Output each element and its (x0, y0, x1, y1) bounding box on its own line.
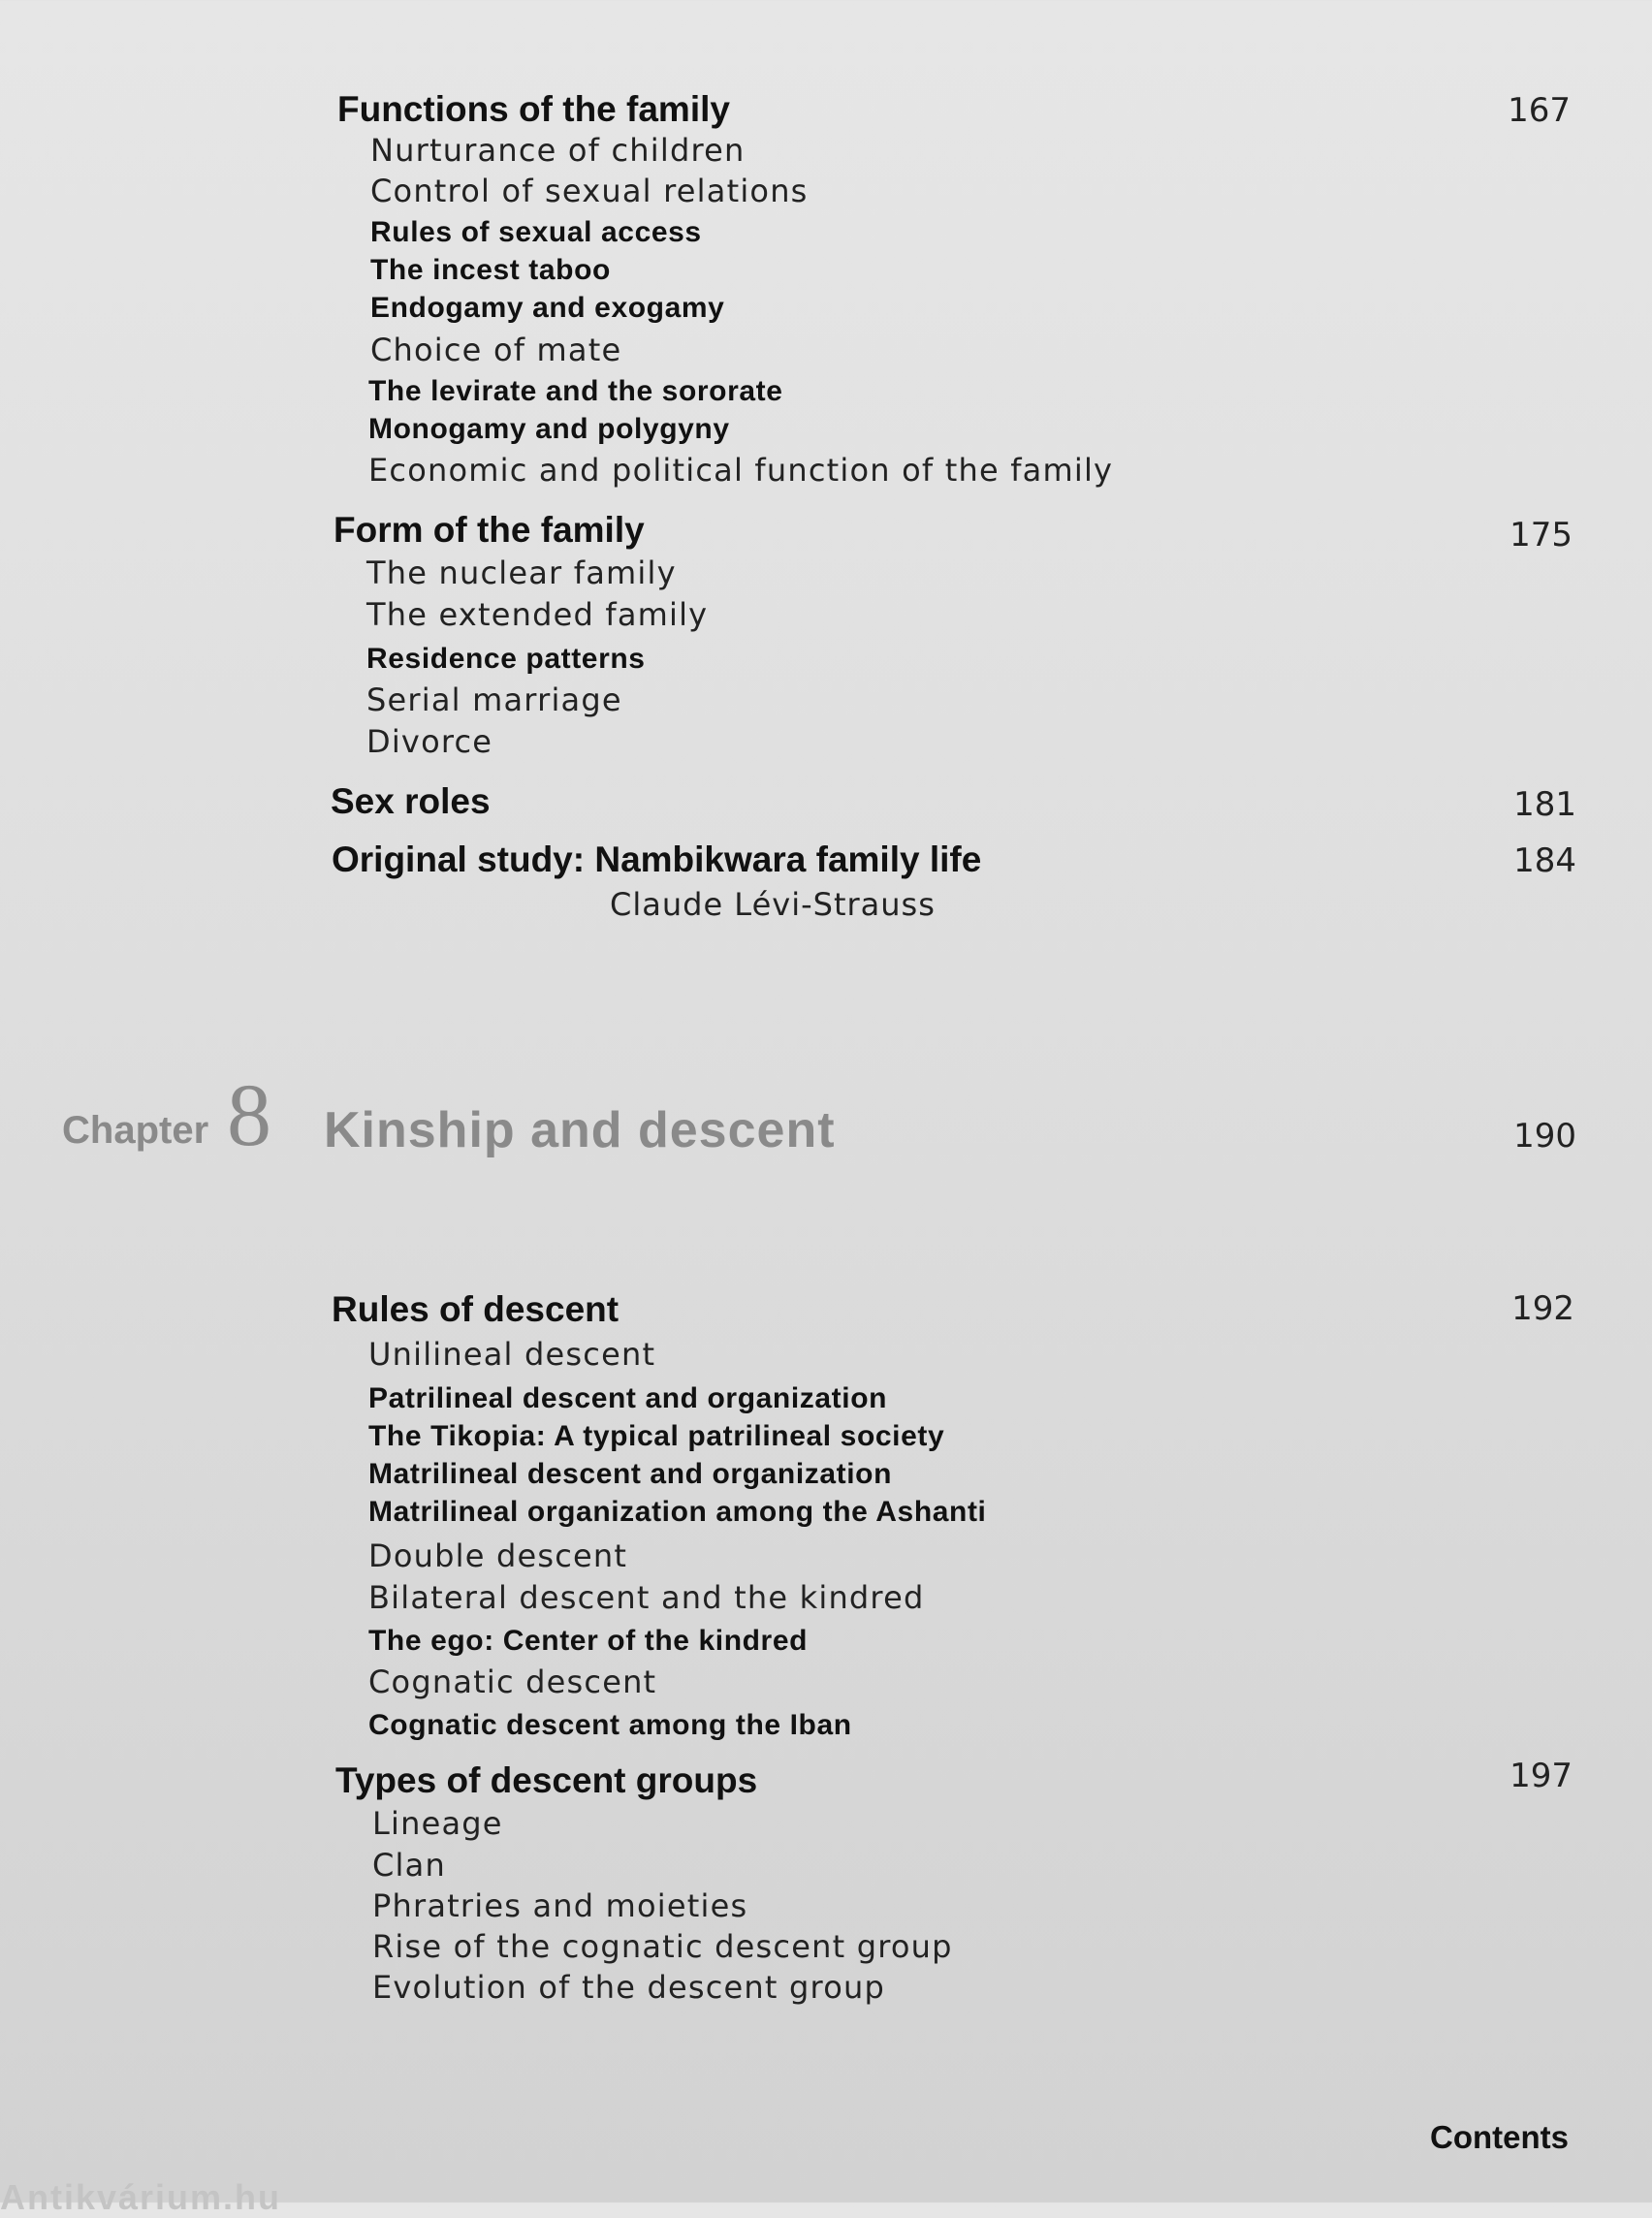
toc-item: Bilateral descent and the kindred (368, 1579, 925, 1616)
toc-subitem: Cognatic descent among the Iban (368, 1709, 852, 1741)
running-footer: Contents (1430, 2119, 1569, 2155)
toc-item: The nuclear family (366, 554, 677, 591)
toc-item: Economic and political function of the family (368, 452, 1114, 489)
toc-item: Unilineal descent (368, 1336, 656, 1373)
section-page-number: 184 (1513, 841, 1576, 880)
toc-subitem: Endogamy and exogamy (370, 292, 725, 324)
toc-subitem: The ego: Center of the kindred (368, 1625, 809, 1657)
section-page-number: 167 (1508, 91, 1571, 130)
toc-subitem: Rules of sexual access (370, 216, 702, 248)
toc-subitem: Patrilineal descent and organization (368, 1382, 888, 1414)
section-title: Sex roles (331, 781, 491, 821)
section-page-number: 197 (1509, 1757, 1573, 1795)
watermark: Antikvárium.hu (0, 2177, 282, 2217)
toc-item: Nurturance of children (370, 132, 746, 169)
section-title: Original study: Nambikwara family life (332, 840, 982, 879)
toc-item: Divorce (366, 723, 493, 760)
section-title: Types of descent groups (335, 1760, 758, 1800)
chapter-page-number: 190 (1513, 1117, 1576, 1156)
toc-item: Evolution of the descent group (372, 1969, 885, 2006)
toc-item: Choice of mate (370, 332, 622, 368)
section-page-number: 192 (1511, 1289, 1574, 1328)
toc-subitem: The incest taboo (370, 254, 611, 286)
toc-item: Phratries and moieties (372, 1887, 748, 1924)
chapter-title: Kinship and descent (324, 1102, 836, 1158)
toc-subitem: Residence patterns (366, 643, 646, 675)
chapter-number: 8 (227, 1065, 271, 1164)
toc-item: The extended family (366, 596, 709, 633)
toc-item: Cognatic descent (368, 1664, 657, 1700)
chapter-label: Chapter (62, 1109, 209, 1152)
study-author: Claude Lévi-Strauss (610, 886, 936, 923)
toc-item: Lineage (372, 1805, 503, 1842)
section-title: Form of the family (334, 510, 645, 550)
toc-subitem: Matrilineal descent and organization (368, 1458, 893, 1490)
toc-subitem: Matrilineal organization among the Ashanti (368, 1496, 987, 1528)
toc-item: Control of sexual relations (370, 173, 809, 209)
section-page-number: 175 (1509, 516, 1573, 554)
section-page-number: 181 (1513, 785, 1576, 824)
toc-item: Clan (372, 1847, 446, 1884)
toc-subitem: The levirate and the sororate (368, 375, 783, 407)
toc-subitem: Monogamy and polygyny (368, 413, 730, 445)
section-title: Functions of the family (337, 89, 730, 129)
toc-item: Serial marriage (366, 681, 622, 718)
section-title: Rules of descent (332, 1289, 620, 1329)
toc-item: Double descent (368, 1537, 628, 1574)
toc-subitem: The Tikopia: A typical patrilineal society (368, 1420, 945, 1452)
toc-item: Rise of the cognatic descent group (372, 1928, 953, 1965)
